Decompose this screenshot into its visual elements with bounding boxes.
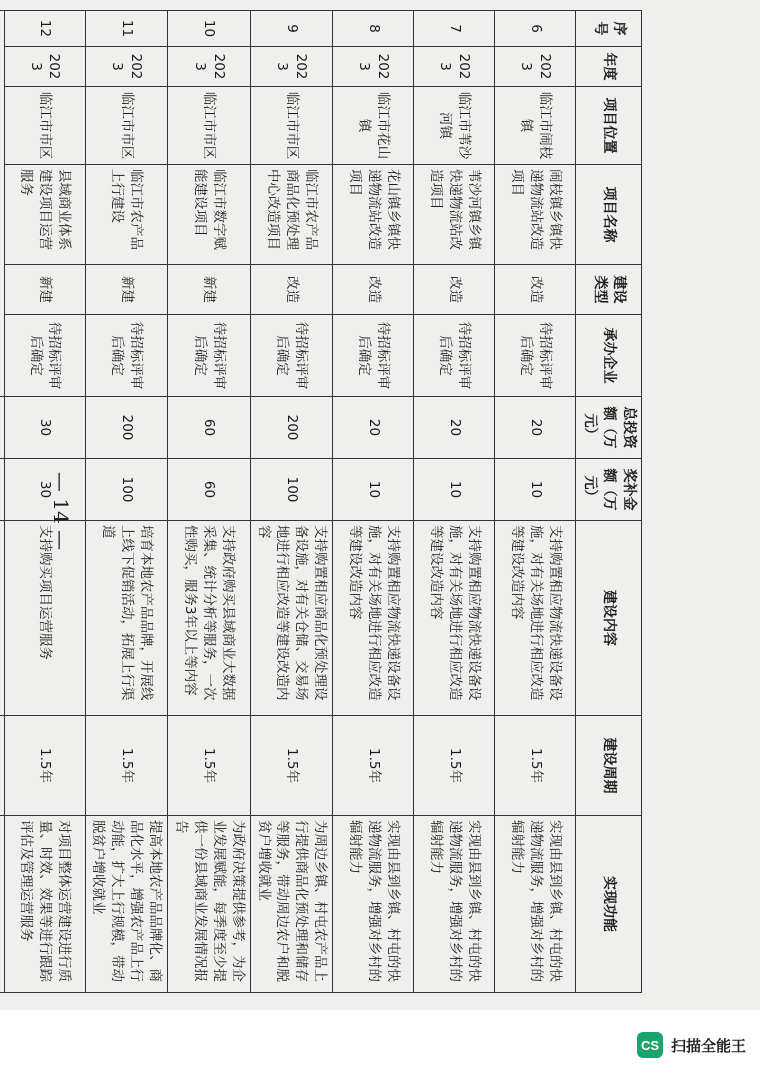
row-year: 2023 (250, 47, 333, 87)
table-row (414, 11, 495, 993)
row-project-name: 闹枝镇乡镇快递物流站改造项目 (495, 165, 576, 265)
row-number: 6 (495, 11, 576, 47)
row-content: 支持购置相应物流快递设备设施，对有关场地进行相应改造等建设改造内容 (414, 521, 495, 716)
row-build-type: 改造 (250, 265, 333, 315)
row-year: 2023 (168, 47, 251, 87)
header-cell: 承办企业 (576, 315, 642, 397)
row-function: 实现由县到乡镇、村屯的快递物流服务，增强对乡村的辐射能力 (333, 816, 414, 993)
row-number: 7 (414, 11, 495, 47)
row-content: 培育本地农产品品牌，开展线上线下促销活动，拓展上行渠道 (85, 521, 168, 716)
row-build-type: 改造 (414, 265, 495, 315)
row-company: 待招标评审后确定 (85, 315, 168, 397)
row-year: 2023 (495, 47, 576, 87)
empty-cell (0, 716, 4, 816)
row-year: 2023 (85, 47, 168, 87)
row-subsidy: 100 (85, 459, 168, 521)
row-location: 临江市市区 (250, 87, 333, 165)
row-location: 临江市市区 (85, 87, 168, 165)
row-investment: 60 (168, 397, 251, 459)
row-period: 1.5年 (250, 716, 333, 816)
header-cell: 建设周期 (576, 716, 642, 816)
empty-cell (0, 816, 4, 993)
row-function: 为周边乡镇、村屯农产品上行提供商品化预处理和储存等服务，带动周边农户和脱贫户增收就业 (250, 816, 333, 993)
header-cell: 年度 (576, 47, 642, 87)
row-number: 12 (4, 11, 85, 47)
row-function: 提高本地农产品品牌化、商品化水平，增强农产品上行动能，扩大上行规模，带动脱贫户增收就业 (85, 816, 168, 993)
table-row (168, 11, 251, 993)
row-period: 1.5年 (333, 716, 414, 816)
row-investment: 20 (333, 397, 414, 459)
row-location: 临江市苇沙河镇 (414, 87, 495, 165)
row-function: 对项目整体运营建设进行质量、时效、效果等进行跟踪评估及管理运营服务 (4, 816, 85, 993)
total-subsidy (0, 459, 4, 521)
row-location: 临江市闹枝镇 (495, 87, 576, 165)
row-company: 待招标评审后确定 (333, 315, 414, 397)
header-cell: 项目名称 (576, 165, 642, 265)
row-function: 实现由县到乡镇、村屯的快递物流服务，增强对乡村的辐射能力 (414, 816, 495, 993)
row-function: 实现由县到乡镇、村屯的快递物流服务，增强对乡村的辐射能力 (495, 816, 576, 993)
row-subsidy: 10 (414, 459, 495, 521)
row-content: 支持购置相应物流快递设备设施，对有关场地进行相应改造等建设改造内容 (495, 521, 576, 716)
row-period: 1.5年 (495, 716, 576, 816)
row-company: 待招标评审后确定 (495, 315, 576, 397)
scanner-app-name: 扫描全能王 (670, 1036, 746, 1055)
row-location: 临江市花山镇 (333, 87, 414, 165)
row-location: 临江市市区 (4, 87, 85, 165)
camscanner-logo-icon: CS (637, 1032, 663, 1058)
row-number: 10 (168, 11, 251, 47)
row-year: 2023 (4, 47, 85, 87)
row-company: 待招标评审后确定 (250, 315, 333, 397)
row-company: 待招标评审后确定 (4, 315, 85, 397)
row-content: 支持购买项目运营服务 (4, 521, 85, 716)
row-investment: 20 (414, 397, 495, 459)
row-subsidy: 60 (168, 459, 251, 521)
row-number: 8 (333, 11, 414, 47)
row-build-type: 新建 (4, 265, 85, 315)
row-subsidy: 30 (4, 459, 85, 521)
row-investment: 30 (4, 397, 85, 459)
header-cell: 实现功能 (576, 816, 642, 993)
total-investment (0, 397, 4, 459)
row-build-type: 改造 (333, 265, 414, 315)
row-project-name: 苇沙河镇乡镇快递物流站改造项目 (414, 165, 495, 265)
row-company: 待招标评审后确定 (168, 315, 251, 397)
table-row (333, 11, 414, 993)
total-label (0, 11, 4, 397)
header-cell: 建设类型 (576, 265, 642, 315)
row-subsidy: 100 (250, 459, 333, 521)
row-content: 支持政府购买县域商业大数据采集、统计分析等服务，一次性购买，服务3年以上等内容 (168, 521, 251, 716)
row-year: 2023 (333, 47, 414, 87)
header-cell: 序号 (576, 11, 642, 47)
row-function: 为政府决策提供参考，为企业发展赋能，每季度至少提供一份县域商业发展情况报告 (168, 816, 251, 993)
row-period: 1.5年 (4, 716, 85, 816)
header-cell: 项目位置 (576, 87, 642, 165)
total-row (0, 11, 4, 993)
row-subsidy: 10 (333, 459, 414, 521)
row-period: 1.5年 (414, 716, 495, 816)
row-project-name: 临江市农产品商品化预处理中心改造项目 (250, 165, 333, 265)
header-row (576, 11, 642, 993)
row-project-name: 临江市数字赋能建设项目 (168, 165, 251, 265)
row-project-name: 花山镇乡镇快递物流站改造项目 (333, 165, 414, 265)
scanner-watermark (637, 1032, 746, 1058)
row-content: 支持购置相应商品化预处理设备设施，对有关仓储、交易场地进行相应改造等建设改造内容 (250, 521, 333, 716)
row-location: 临江市市区 (168, 87, 251, 165)
row-period: 1.5年 (85, 716, 168, 816)
row-number: 11 (85, 11, 168, 47)
table-row (85, 11, 168, 993)
table-row (495, 11, 576, 993)
row-build-type: 改造 (495, 265, 576, 315)
row-investment: 200 (250, 397, 333, 459)
header-cell: 建设内容 (576, 521, 642, 716)
row-investment: 20 (495, 397, 576, 459)
row-subsidy: 10 (495, 459, 576, 521)
row-period: 1.5年 (168, 716, 251, 816)
row-project-name: 县域商业体系建设项目运营服务 (4, 165, 85, 265)
row-number: 9 (250, 11, 333, 47)
page-number: — 14 — (49, 471, 73, 551)
row-investment: 200 (85, 397, 168, 459)
empty-cell (0, 521, 4, 716)
row-project-name: 临江市农产品上行建设 (85, 165, 168, 265)
table-row (250, 11, 333, 993)
header-cell: 奖补金额（万元） (576, 459, 642, 521)
row-build-type: 新建 (168, 265, 251, 315)
row-build-type: 新建 (85, 265, 168, 315)
project-table (0, 10, 642, 993)
header-cell: 总投资额（万元） (576, 397, 642, 459)
row-company: 待招标评审后确定 (414, 315, 495, 397)
row-content: 支持购置相应物流快递设备设施，对有关场地进行相应改造等建设改造内容 (333, 521, 414, 716)
row-year: 2023 (414, 47, 495, 87)
